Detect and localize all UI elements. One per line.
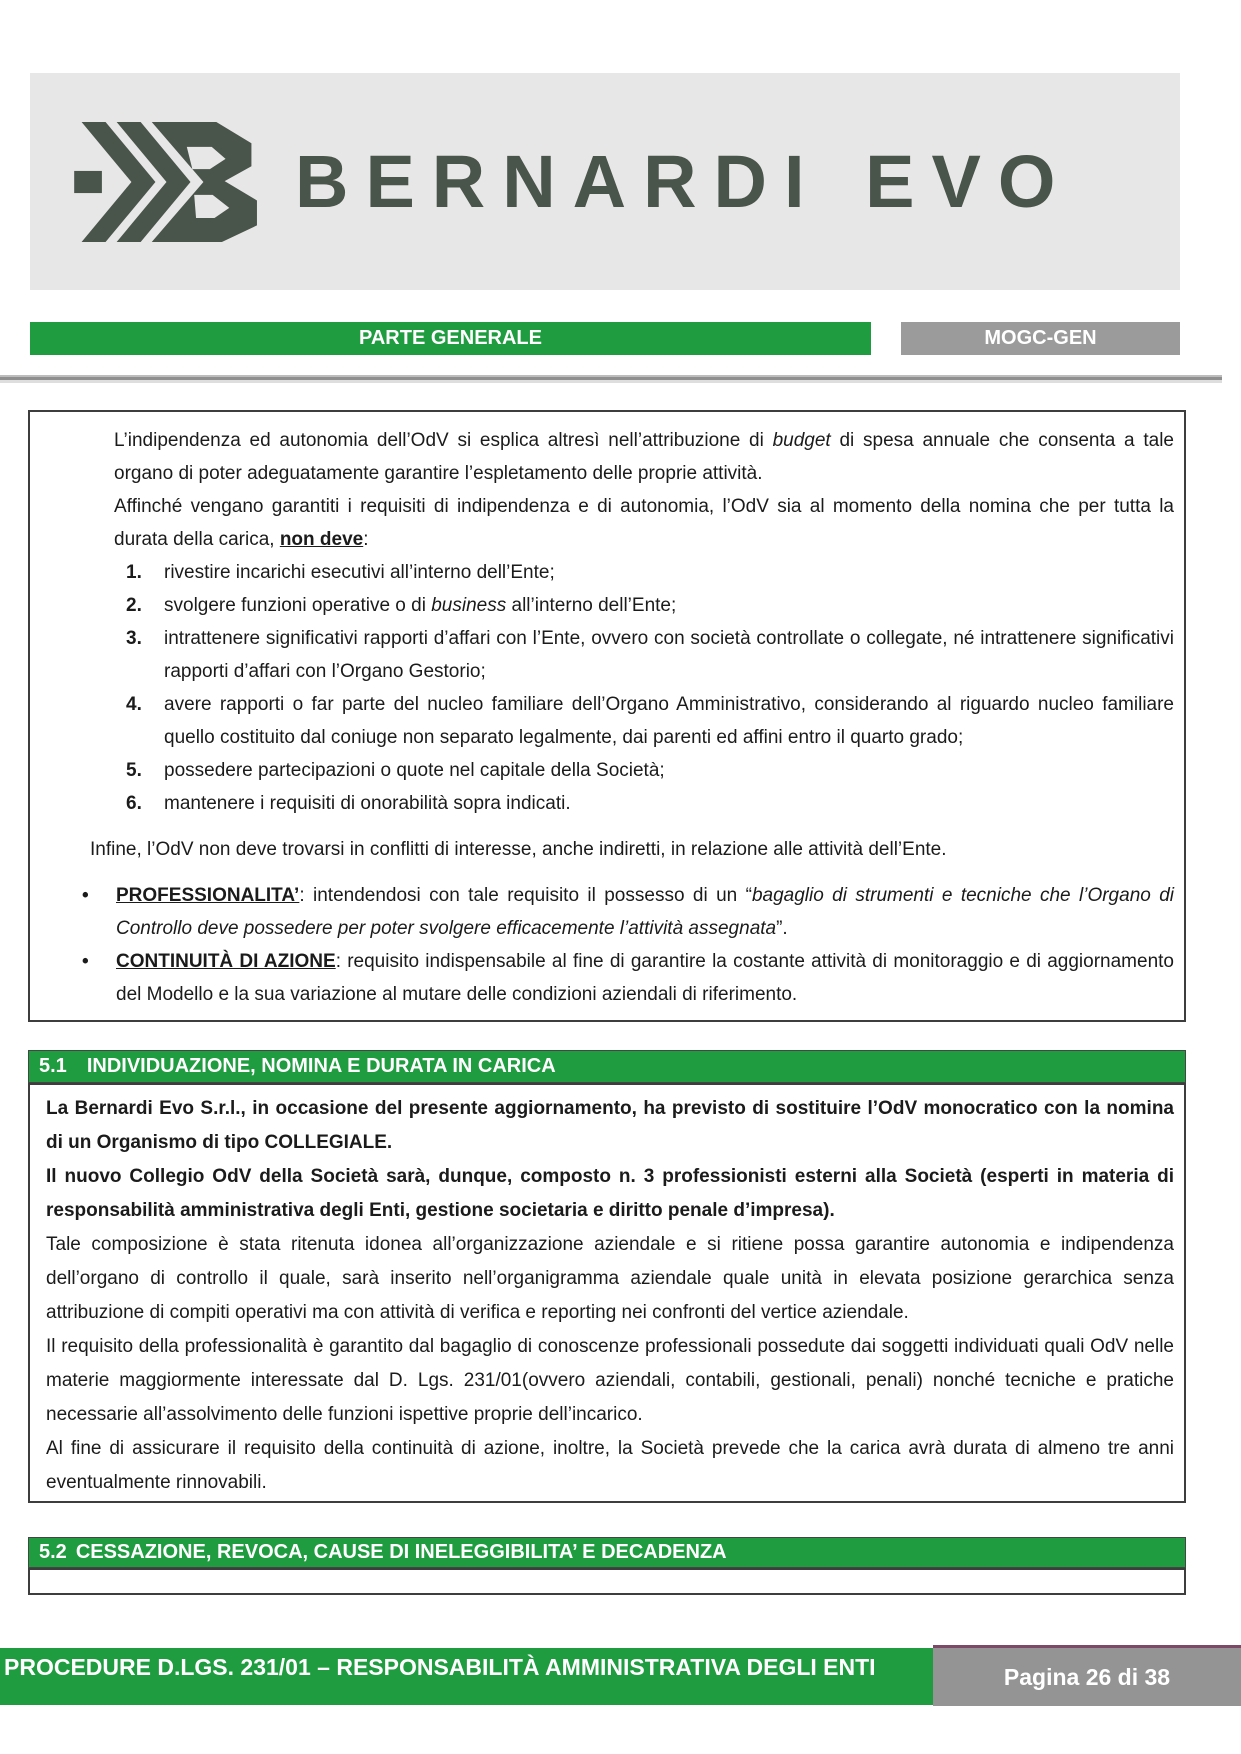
bullet-icon: • <box>82 951 89 972</box>
list-item-4: 4. avere rapporti o far parte del nucleo familiare dell’Organo Amministrativo, considerando al riguardo nucleo familiare quello costituito dal coniuge non separato legalmente, dai parenti ed affini entro il quarto grado; <box>126 694 1174 748</box>
paragraph-51-4: Il requisito della professionalità è garantito dal bagaglio di conoscenze professionali possedute dai soggetti individuati quali OdV nelle materie maggiormente interessate dal D. Lgs. 231/01(ovvero aziendali, contabili, gestionali, penali) nonché tecniche e pratiche necessarie all’assolvimento delle funzioni ispettive proprie dell’incarico. <box>46 1336 1174 1425</box>
bullet-continuita: • CONTINUITÀ DI AZIONE: requisito indispensabile al fine di garantire la costante attività di monitoraggio e di aggiornamento del Modello e la sua variazione al mutare delle condizioni aziendali di riferimento. <box>82 945 1178 1011</box>
header-divider <box>0 375 1222 383</box>
logo-banner <box>30 73 1180 290</box>
bullet-icon: • <box>82 885 89 906</box>
list-item-2: 2. svolgere funzioni operative o di business all’interno dell’Ente; <box>126 595 677 616</box>
list-item-1: 1. rivestire incarichi esecutivi all’interno dell’Ente; <box>126 562 555 583</box>
section-5-2-header <box>28 1537 1186 1568</box>
doc-code-label: MOGC-GEN <box>984 327 1097 349</box>
parte-generale-band <box>30 322 871 355</box>
paragraph-51-2: Il nuovo Collegio OdV della Società sarà, dunque, composto n. 3 professionisti esterni alla Società (esperti in materia di responsabilità amministrativa degli Enti, gestione societaria e diritto penale d’impresa). <box>46 1166 1174 1221</box>
footer-title-band <box>0 1648 933 1705</box>
doc-code-band <box>901 322 1180 355</box>
section-5-1-box <box>28 1083 1186 1503</box>
list-item-6: 6. mantenere i requisiti di onorabilità sopra indicati. <box>126 793 571 814</box>
paragraph-independence: L’indipendenza ed autonomia dell’OdV si esplica altresì nell’attribuzione di budget di spesa annuale che consenta a tale organo di poter adeguatamente garantire l’espletamento delle proprie attività. <box>114 430 1174 484</box>
section-5-2-title: CESSAZIONE, REVOCA, CAUSE DI INELEGGIBILITA’ E DECADENZA <box>75 1541 727 1563</box>
section-5-2-box <box>28 1568 1186 1595</box>
list-item-3: 3. intrattenere significativi rapporti d’affari con l’Ente, ovvero con società controllate o collegate, né intrattenere significativi rapporti d’affari con l’Organo Gestorio; <box>126 628 1174 682</box>
odv-requirements-box <box>28 410 1186 1022</box>
paragraph-51-3: Tale composizione è stata ritenuta idonea all’organizzazione aziendale e si ritiene possa garantire autonomia e indipendenza dell’organo di controllo il quale, sarà inserito nell’organigramma aziendale quale unità in elevata posizione gerarchica senza attribuzione di compiti operativi ma con attività di verifica e reporting nei confronti del vertice aziendale. <box>46 1234 1174 1323</box>
requirement-bullets <box>46 879 1178 1011</box>
section-5-1-header <box>28 1050 1186 1083</box>
page-number: Pagina 26 di 38 <box>1003 1663 1171 1690</box>
paragraph-51-1: La Bernardi Evo S.r.l., in occasione del presente aggiornamento, ha previsto di sostituire l’OdV monocratico con la nomina di un Organismo di tipo COLLEGIALE. <box>46 1098 1174 1153</box>
section-5-1-number: 5.1 <box>39 1055 67 1077</box>
paragraph-requirements: Affinché vengano garantiti i requisiti di indipendenza e di autonomia, l’OdV sia al momento della nomina che per tutta la durata della carica, non deve: <box>114 496 1174 550</box>
paragraph-infine: Infine, l’OdV non deve trovarsi in conflitti di interesse, anche indiretti, in relazione alle attività dell’Ente. <box>90 839 947 860</box>
parte-generale-label: PARTE GENERALE <box>359 327 542 349</box>
paragraph-51-5: Al fine di assicurare il requisito della continuità di azione, inoltre, la Società prevede che la carica avrà durata di almeno tre anni eventualmente rinnovabili. <box>46 1438 1174 1493</box>
footer-title: PROCEDURE D.LGS. 231/01 – RESPONSABILITÀ AMMINISTRATIVA DEGLI ENTI <box>4 1654 876 1680</box>
list-item-5: 5. possedere partecipazioni o quote nel capitale della Società; <box>126 760 665 781</box>
section-5-2-number: 5.2 <box>39 1541 67 1563</box>
bernardi-chevron-b-logo-icon <box>74 122 259 242</box>
brand-wordmark: BERNARDI EVO <box>295 139 1073 223</box>
footer-page-band <box>933 1645 1241 1706</box>
bullet-professionalita: • PROFESSIONALITA’: intendendosi con tale requisito il possesso di un “bagaglio di strumenti e tecniche che l’Organo di Controllo deve possedere per poter svolgere efficacemente l’attività assegnata”. <box>82 879 1178 945</box>
section-5-1-title: INDIVIDUAZIONE, NOMINA E DURATA IN CARICA <box>86 1055 556 1077</box>
